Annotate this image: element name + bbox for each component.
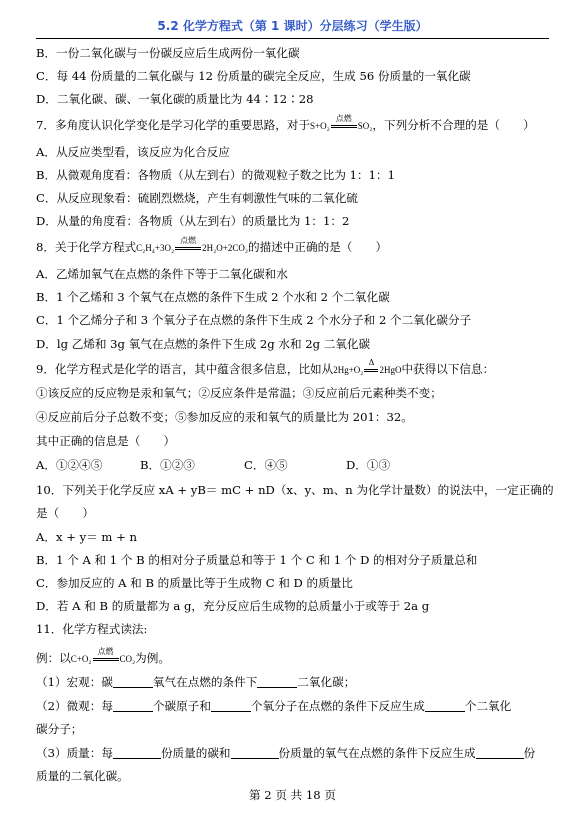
option-line: B．从微观角度看：各物质（从左到右）的微观粒子数之比为 1：1：1 <box>36 168 395 182</box>
option-line: A．乙烯加氧气在点燃的条件下等于二氧化碳和水 <box>36 267 288 281</box>
option-line: D．从量的角度看：各物质（从左到右）的质量比为 1：1：2 <box>36 214 350 228</box>
question-11-part-3: （3）质量：每 份质量的碳和 份质量的氧气在点燃的条件下反应生成 份 <box>36 746 536 760</box>
page-number: 第 2 页 共 18 页 <box>249 788 336 802</box>
reaction-arrow: Δ <box>364 362 378 374</box>
q7-equation-left: S+O₂ <box>310 121 330 131</box>
q9-equation-left: 2Hg+O₂ <box>333 365 364 375</box>
question-7-stem: 7．多角度认识化学变化是学习化学的重要思路，对于S+O₂ 点燃 SO₂，下列分析不合理的是（ ） <box>36 114 535 132</box>
question-10-stem: 10．下列关于化学反应 xA + yB＝ mC + nD（x、y、m、n 为化学计量数）的说法中，一定正确的 <box>36 483 554 497</box>
option-c: C．④⑤ <box>244 458 288 472</box>
q7-equation-right: SO₂ <box>357 121 373 131</box>
option-line: A．从反应类型看，该反应为化合反应 <box>36 145 230 159</box>
answer-blank[interactable] <box>476 747 524 759</box>
answer-blank[interactable] <box>211 700 251 712</box>
option-a: A．①②④⑤ <box>36 458 103 472</box>
question-9-prompt: 其中正确的信息是（ ） <box>36 434 176 448</box>
question-10-stem-cont: 是（ ） <box>36 506 94 520</box>
answer-blank[interactable] <box>113 747 161 759</box>
info-line: ④反应前后分子总数不变；⑤参加反应的汞和氧气的质量比为 201：32。 <box>36 410 413 424</box>
reaction-arrow: 点燃 <box>175 240 201 252</box>
option-line: D．二氧化碳、碳、一氧化碳的质量比为 44∶12∶28 <box>36 92 314 106</box>
question-9-stem: 9．化学方程式是化学的语言，其中蕴含很多信息，比如从2Hg+O₂ Δ 2HgO中获得以下信息： <box>36 358 495 376</box>
reaction-arrow: 点燃 <box>93 651 119 663</box>
reaction-arrow: 点燃 <box>331 118 357 130</box>
option-line: D．lg 乙烯和 3g 氧气在点燃的条件下生成 2g 水和 2g 二氧化碳 <box>36 337 371 351</box>
q8-equation-left: C₂H₄+3O₂ <box>136 243 175 253</box>
option-line: D．若 A 和 B 的质量都为 a g，充分反应后生成物的总质量小于或等于 2a g <box>36 599 430 613</box>
q11-equation-left: C+O₂ <box>70 654 92 664</box>
option-line: B．1 个乙烯和 3 个氧气在点燃的条件下生成 2 个水和 2 个二氧化碳 <box>36 290 390 304</box>
option-line: C．参加反应的 A 和 B 的质量比等于生成物 C 和 D 的质量比 <box>36 576 353 590</box>
option-b: B．①②③ <box>140 458 195 472</box>
question-11-part-3-cont: 质量的二氧化碳。 <box>36 769 129 783</box>
question-8-stem: 8．关于化学方程式C₂H₄+3O₂ 点燃 2H₂O+2CO₂的描述中正确的是（ ） <box>36 236 388 254</box>
option-line: B．1 个 A 和 1 个 B 的相对分子质量总和等于 1 个 C 和 1 个 D 的相对分子质量总和 <box>36 553 478 567</box>
q11-equation-right: CO₂ <box>119 654 136 664</box>
header-rule <box>36 38 549 39</box>
option-d: D．①③ <box>346 458 391 472</box>
option-line: C．每 44 份质量的二氧化碳与 12 份质量的碳完全反应，生成 56 份质量的一氧化碳 <box>36 69 471 83</box>
question-11-example: 例：以C+O₂ 点燃 CO₂为例。 <box>36 647 170 665</box>
q8-equation-right: 2H₂O+2CO₂ <box>202 243 248 253</box>
q9-equation-right: 2HgO <box>379 365 402 375</box>
answer-blank[interactable] <box>231 747 279 759</box>
question-11-stem: 11．化学方程式读法: <box>36 622 148 636</box>
option-line: A．x + y＝ m + n <box>36 530 137 544</box>
answer-blank[interactable] <box>257 676 297 688</box>
answer-blank[interactable] <box>425 700 465 712</box>
option-line: C．1 个乙烯分子和 3 个氧分子在点燃的条件下生成 2 个水分子和 2 个二氧化碳分子 <box>36 313 472 327</box>
question-11-part-2: （2）微观：每 个碳原子和 个氧分子在点燃的条件下反应生成 个二氧化 <box>36 699 512 713</box>
answer-blank[interactable] <box>113 676 153 688</box>
answer-blank[interactable] <box>113 700 153 712</box>
question-11-part-2-cont: 碳分子； <box>36 722 83 736</box>
option-line: B．一份二氧化碳与一份碳反应后生成两份一氧化碳 <box>36 46 300 60</box>
page-header-title: 5.2 化学方程式（第 1 课时）分层练习（学生版） <box>157 19 428 33</box>
option-line: C．从反应现象看：硫剧烈燃烧，产生有刺激性气味的二氧化硫 <box>36 191 358 205</box>
question-11-part-1: （1）宏观：碳 氧气在点燃的条件下 二氧化碳； <box>36 675 356 689</box>
info-line: ①该反应的反应物是汞和氧气；②反应条件是常温；③反应前后元素种类不变； <box>36 386 442 400</box>
